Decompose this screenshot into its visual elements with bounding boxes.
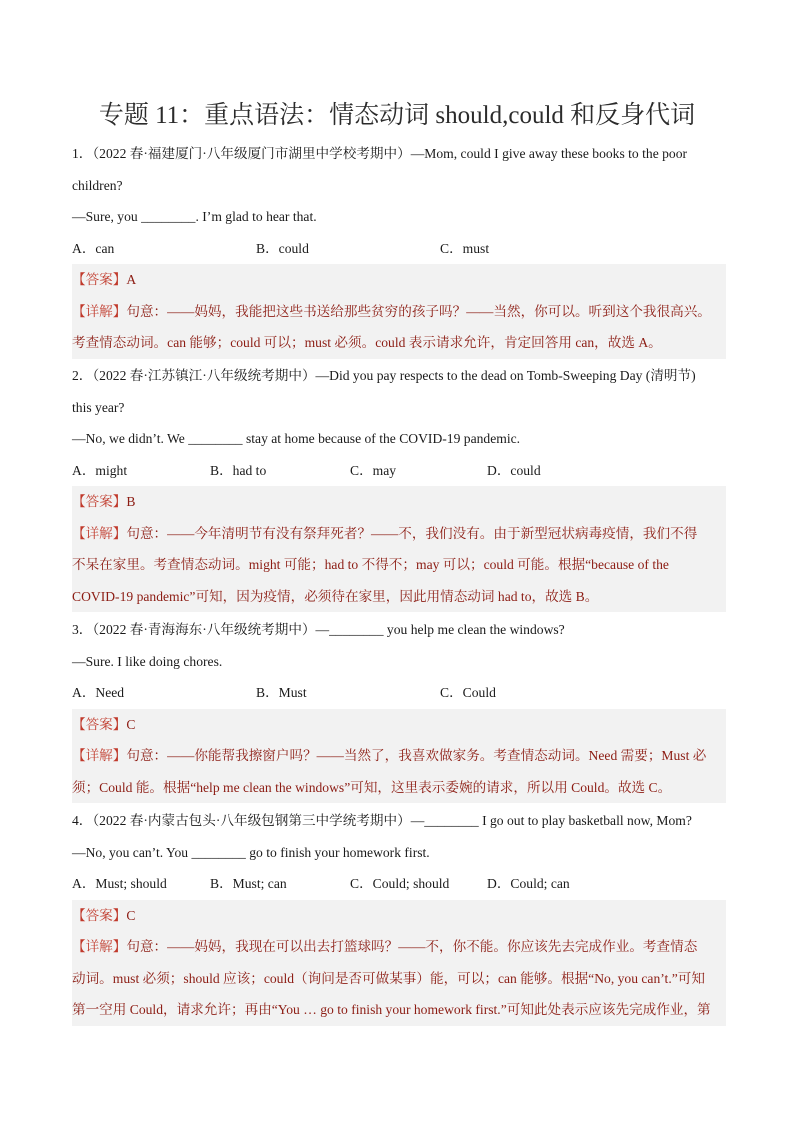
answer-value: A xyxy=(126,272,137,287)
detail-text: 句意：——妈妈，我现在可以出去打篮球吗？——不，你不能。你应该先去完成作业。考查情态 xyxy=(126,939,698,954)
question-stem-line: this year? xyxy=(72,399,125,415)
question-stem-line: —Sure. I like doing chores. xyxy=(72,653,223,669)
question-stem-line: children? xyxy=(72,177,123,193)
detail-line: 考查情态动词。can 能够；could 可以；must 必须。could 表示请求允许，肯定回答用 can，故选 A。 xyxy=(72,335,662,350)
options-row xyxy=(72,455,726,487)
detail-line xyxy=(72,296,726,328)
option-c: C．Could xyxy=(440,685,496,700)
answer-line xyxy=(72,486,726,518)
question-stem-line: 4．（2022 春·内蒙古包头·八年级包钢第三中学统考期中）—________ I go out to play basketball now, Mom? xyxy=(72,813,692,828)
question-stem-line: 3．（2022 春·青海海东·八年级统考期中）—________ you help me clean the windows? xyxy=(72,622,565,637)
answer-tag: 【答案】 xyxy=(72,907,127,923)
detail-text: 句意：——妈妈，我能把这些书送给那些贫穷的孩子吗？——当然，你可以。听到这个我很高兴。 xyxy=(126,303,711,319)
answer-tag: 【答案】 xyxy=(72,494,127,509)
option-b: B．could xyxy=(256,240,309,256)
detail-text: 句意：——今年清明节有没有祭拜死者？——不，我们没有。由于新型冠状病毒疫情，我们不得 xyxy=(126,525,698,541)
detail-line xyxy=(72,740,726,772)
answer-box xyxy=(72,486,726,612)
question-1 xyxy=(72,138,726,359)
answer-box xyxy=(72,709,726,804)
detail-line xyxy=(72,931,726,963)
question-4 xyxy=(72,805,726,1026)
answer-line xyxy=(72,709,726,741)
option-c: C．may xyxy=(350,462,397,478)
detail-line: 动词。must 必须；should 应该；could（询问是否可做某事）能，可以；can 能够。根据“No, you can’t.”可知 xyxy=(72,970,705,986)
question-stem-line: 1．（2022 春·福建厦门·八年级厦门市湖里中学校考期中）—Mom, could I give away these books to the poor xyxy=(72,146,688,161)
answer-line xyxy=(72,900,726,932)
option-d: D．could xyxy=(487,462,541,478)
detail-line: 须；Could 能。根据“help me clean the windows”可知，这里表示委婉的请求，所以用 Could。故选 C。 xyxy=(72,779,672,795)
detail-tag: 【详解】 xyxy=(72,303,127,319)
question-stem-line: —No, you can’t. You ________ go to finish your homework first. xyxy=(72,844,430,860)
question-stem-line: 2．（2022 春·江苏镇江·八年级统考期中）—Did you pay respects to the dead on Tomb-Sweeping Day (清明节) xyxy=(72,368,696,383)
answer-value: B xyxy=(126,494,136,509)
question-2 xyxy=(72,360,726,612)
options-row xyxy=(72,233,726,265)
detail-text: 句意：——你能帮我擦窗户吗？——当然了，我喜欢做家务。考查情态动词。Need 需要；Must 必 xyxy=(126,748,707,763)
detail-tag: 【详解】 xyxy=(72,939,127,954)
option-a: A．Need xyxy=(72,685,125,700)
option-c: C．Could; should xyxy=(350,876,450,891)
page-title: 专题 11：重点语法：情态动词 should,could 和反身代词 xyxy=(98,102,696,129)
option-d: D．Could; can xyxy=(487,876,570,891)
detail-line: 不呆在家里。考查情态动词。might 可能；had to 不得不；may 可以；could 可能。根据“because of the xyxy=(72,557,669,572)
answer-box xyxy=(72,264,726,359)
option-b: B．Must xyxy=(256,685,307,700)
answer-tag: 【答案】 xyxy=(72,716,127,732)
options-row xyxy=(72,868,726,900)
question-stem-line: —No, we didn’t. We ________ stay at home because of the COVID-19 pandemic. xyxy=(72,431,521,446)
answer-value: C xyxy=(126,907,136,923)
option-a: A．Must; should xyxy=(72,876,167,891)
question-stem-line: —Sure, you ________. I’m glad to hear that. xyxy=(72,209,317,224)
option-a: A．might xyxy=(72,462,128,478)
detail-line: 第一空用 Could，请求允许；再由“You … go to finish your homework first.”可知此处表示应该先完成作业，第 xyxy=(72,1002,711,1017)
answer-line xyxy=(72,264,726,296)
detail-line xyxy=(72,518,726,550)
answer-box xyxy=(72,900,726,1026)
detail-tag: 【详解】 xyxy=(72,525,127,541)
answer-value: C xyxy=(126,716,136,732)
answer-tag: 【答案】 xyxy=(72,272,127,287)
option-a: A．can xyxy=(72,240,115,256)
options-row xyxy=(72,677,726,709)
detail-line: COVID-19 pandemic”可知，因为疫情，必须待在家里，因此用情态动词 had to，故选 B。 xyxy=(72,588,599,604)
question-3 xyxy=(72,614,726,803)
detail-tag: 【详解】 xyxy=(72,748,127,763)
option-b: B．Must; can xyxy=(210,876,287,891)
option-b: B．had to xyxy=(210,462,267,478)
option-c: C．must xyxy=(440,240,490,256)
